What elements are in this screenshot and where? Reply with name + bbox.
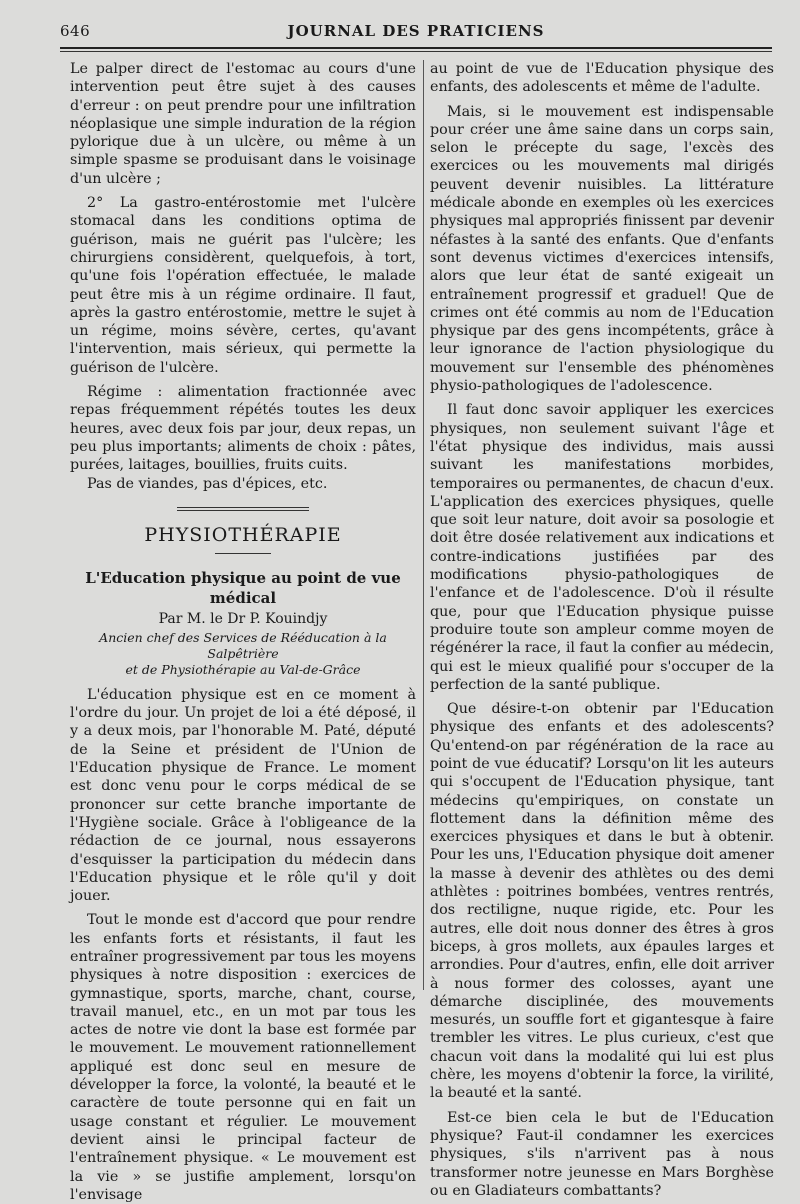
paragraph: Le palper direct de l'estomac au cours d'une intervention peut être sujet à des causes d'erreur : on peut prendre pour une infiltration néoplasique une simple induration de la région pylorique due à un ulcère, ou même à un simple spasme se produisant dans le voisinage d'un ulcère ;: [70, 61, 416, 187]
right-column: [430, 60, 774, 1200]
column-divider: [423, 60, 424, 990]
paragraph: Tout le monde est d'accord que pour rendre les enfants forts et résistants, il faut les entraîner progressivement par tous les moyens physiques à notre disposition : exercices de gymnastique, sports, marche, chant, course, travail manuel, etc., en un mot par tous les actes de notre vie dont la base est formée par le mouvement. Le mouvement rationnellement appliqué est donc seul en mesure de développer la force, la volonté, la beauté et le caractère de toute personne qui en fait un usage constant et régulier. Le mouvement devient ainsi le principal facteur de l'entraînement physique. « Le mouvement est la vie » se justifie amplement, lorsqu'on l'envisage: [70, 912, 416, 1203]
section-title: PHYSIOTHÉRAPIE: [144, 523, 342, 546]
paragraph: Mais, si le mouvement est indispensable pour créer une âme saine dans un corps sain, selon le précepte du sage, l'excès des exercices ou les mouvements mal dirigés peuvent devenir nuisibles. La littérature médicale abonde en exemples où les exercices physiques mal appropriés finissent par devenir néfastes à la santé des enfants. Que d'enfants sont devenus victimes d'exercices intensifs, alors que leur état de santé exigeait un entraînement progressif et graduel! Que de crimes ont été commis au nom de l'Education physique par des gens incompétents, grâce à leur ignorance de l'action physiologique du mouvement sur l'ensemble des phénomènes physio-pathologiques de l'adolescence.: [430, 103, 774, 395]
paragraph: Pas de viandes, pas d'épices, etc.: [87, 475, 328, 492]
affiliation-line: et de Physiothérapie au Val-de-Grâce: [125, 661, 361, 677]
paragraph: Est-ce bien cela le but de l'Education physique? Faut-il condamner les exercices physiques, s'ils n'arrivent pas à nous transformer notre jeunesse en Mars Borghèse ou en Gladiateurs combattants?: [430, 1109, 774, 1199]
header-rule: [60, 47, 772, 52]
section-separator: [177, 507, 309, 511]
paragraph: au point de vue de l'Education physique des enfants, des adolescents et même de l'adulte.: [430, 61, 774, 96]
paragraph: Il faut donc savoir appliquer les exercices physiques, non seulement suivant l'âge et l'état physique des individus, mais aussi suivant les manifestations morbides, temporaires ou permanentes, de chacun d'eux. L'application des exercices physiques, quelle que soit leur nature, doit avoir sa posologie et doit être dosée relativement aux indications et contre-indications justifiées par des modifications physio-pathologiques de l'enfance et de l'adolescence. D'où il résulte que, pour que l'Education physique puisse produire toute son ampleur comme moyen de régénérer la race, il faut la confier au médecin, qui est le mieux qualifié pour s'occuper de la perfection de la santé publique.: [430, 402, 774, 693]
affiliation-line: Ancien chef des Services de Rééducation à la Salpêtrière: [99, 629, 387, 661]
author-affiliation: [70, 630, 416, 678]
paragraph: Que désire-t-on obtenir par l'Education physique des enfants et des adolescents? Qu'entend-on par régénération de la race au point de vue éducatif? Lorsqu'on lit les auteurs qui s'occupent de l'Education physique, tant médecins qu'empiriques, on constate un flottement dans la définition même des exercices physiques et dans le but à obtenir. Pour les uns, l'Education physique doit amener la masse à devenir des athlètes ou des demi athlètes : poitrines bombées, ventres rentrés, dos rectiligne, nuque rigide, etc. Pour les autres, elle doit nous donner des êtres à gros biceps, à gros mollets, aux épaules larges et arrondies. Pour d'autres, enfin, elle doit arriver à nous former des colosses, ayant une démarche disciplinée, des mouvements mesurés, un souffle fort et gigantesque à faire trembler les vitres. Le plus curieux, c'est que chacun voit dans la modalité qui lui est plus chère, les moyens d'obtenir la force, la virilité, la beauté et la santé.: [430, 701, 775, 1102]
paragraph: Régime : alimentation fractionnée avec repas fréquemment répétés toutes les deux heures, avec deux fois par jour, deux repas, un peu plus importants; aliments de choix : pâtes, purées, laitages, bouillies, fruits cuits.: [70, 384, 416, 474]
page-number: 646: [60, 22, 91, 40]
article-title: L'Education physique au point de vue médical: [85, 568, 401, 607]
article-byline: Par M. le Dr P. Kouindjy: [158, 610, 328, 627]
paragraph: 2° La gastro-entérostomie met l'ulcère stomacal dans les conditions optima de guérison, mais ne guérit pas l'ulcère; les chirurgiens considèrent, quelquefois, à tort, qu'une fois l'opération effectuée, le malade peut être mis à un régime ordinaire. Il faut, après la gastro entérostomie, mettre le sujet à un régime, moins sévère, certes, qu'avant l'intervention, mais sérieux, qui permette la guérison de l'ulcère.: [70, 195, 416, 376]
left-column: [70, 60, 416, 1204]
title-rule: [215, 553, 271, 554]
page-header: [60, 22, 772, 44]
paragraph: L'éducation physique est en ce moment à l'ordre du jour. Un projet de loi a été déposé, il y a deux mois, par l'honorable M. Paté, député de la Seine et président de l'Union de l'Education physique de France. Le moment est donc venu pour le corps médical de se prononcer sur cette branche importante de l'Hygiène sociale. Grâce à l'obligeance de la rédaction de ce journal, nous essayerons d'esquisser la participation du médecin dans l'Education physique et le rôle qu'il y doit jouer.: [70, 686, 416, 905]
journal-title: JOURNAL DES PRATICIENS: [287, 22, 545, 40]
